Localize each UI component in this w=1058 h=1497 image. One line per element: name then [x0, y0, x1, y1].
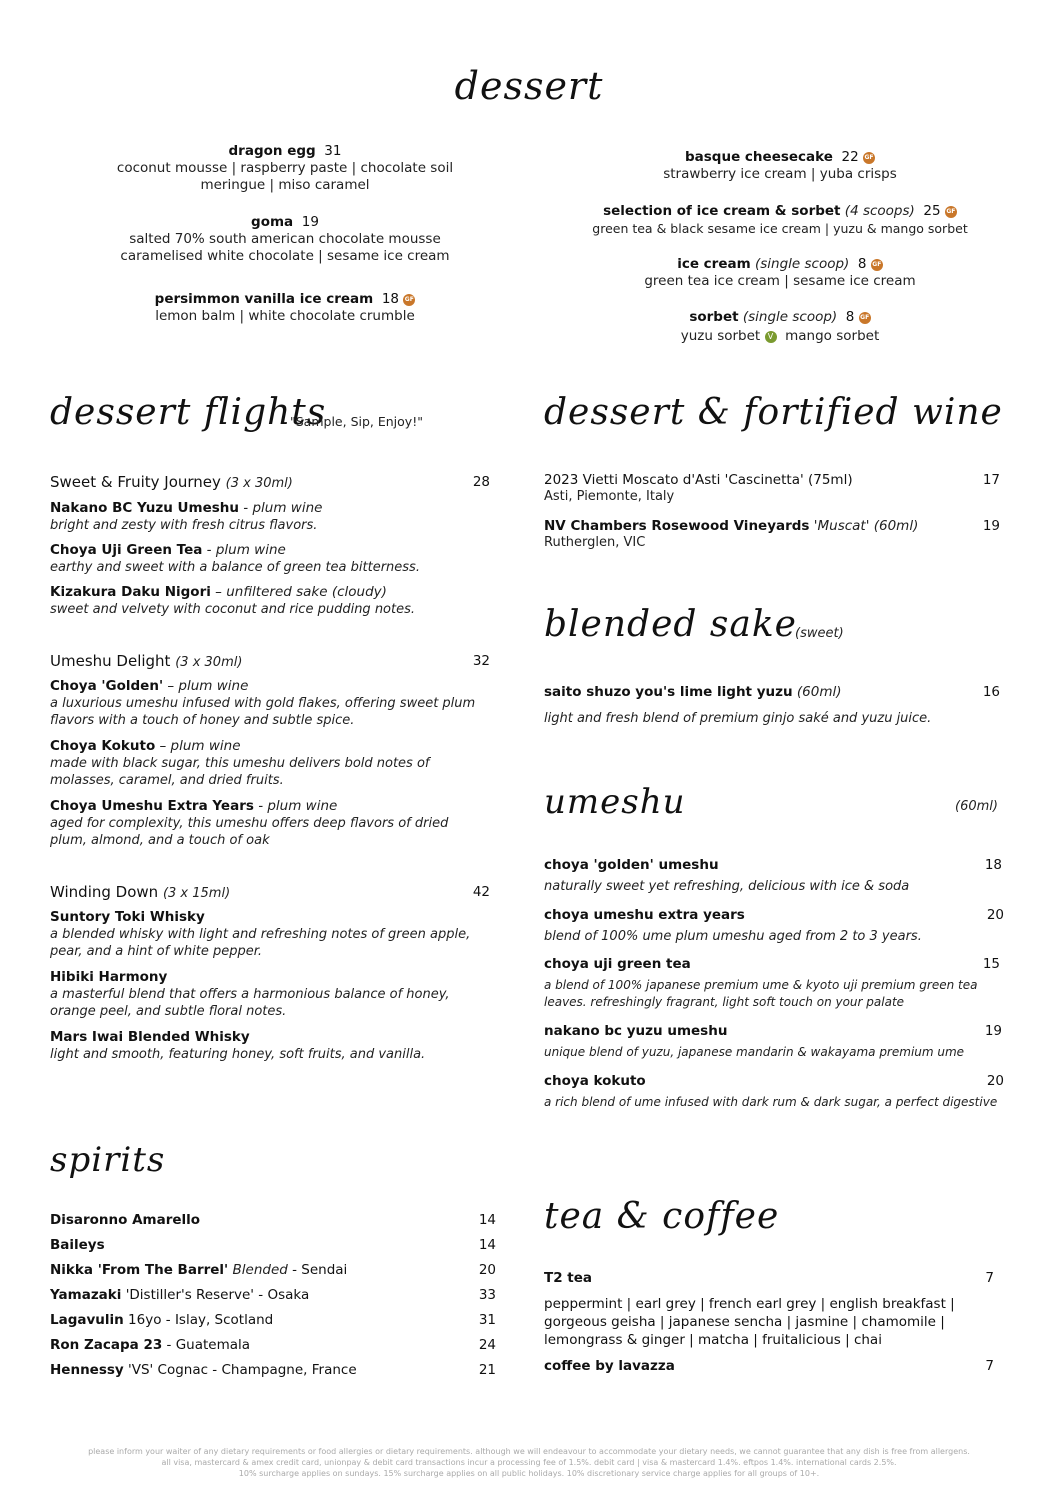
sake-note: (sweet) [795, 626, 844, 641]
dish-name: goma [251, 214, 294, 230]
footer-line: 10% surcharge applies on sundays. 15% surcharge applies on all public holidays. 10% discretionary service charge applies for all groups of 10+. [238, 1469, 820, 1478]
dish-desc: strawberry ice cream | yuba crisps [663, 166, 897, 182]
umeshu-name: choya umeshu extra years [544, 907, 745, 923]
item-type: - plum wine [243, 500, 323, 516]
spirit-price: 14 [478, 1237, 496, 1253]
coffee-item [544, 1358, 675, 1374]
flight-item [50, 584, 387, 600]
wine-region: Rutherglen, VIC [544, 535, 646, 550]
dish-name: persimmon vanilla ice cream [154, 291, 374, 307]
flight-item [50, 798, 337, 814]
dish-name: selection of ice cream & sorbet [603, 203, 841, 219]
dish-goma [90, 214, 480, 265]
spirit-name: Nikka 'From The Barrel' [50, 1262, 229, 1278]
flight-name: Sweet & Fruity Journey [50, 473, 221, 491]
wine-region: Asti, Piemonte, Italy [544, 489, 675, 504]
item-desc: aged for complexity, this umeshu offers deep flavors of dried [50, 816, 449, 831]
umeshu-desc: blend of 100% ume plum umeshu aged from 2 to 3 years. [544, 929, 922, 944]
dish-desc: salted 70% south american chocolate mousse [129, 231, 441, 247]
flight-size: (3 x 30ml) [175, 655, 243, 670]
dish-price: 31 [324, 143, 342, 159]
umeshu-item [544, 1073, 646, 1089]
umeshu-item [544, 956, 691, 972]
dish-price: 18 [381, 291, 400, 307]
spirit-price: 31 [478, 1312, 496, 1328]
dish-note: (single scoop) [742, 309, 838, 325]
umeshu-desc: leaves. refreshingly fragrant, light soft touch on your palate [544, 995, 905, 1009]
flight-size: (3 x 30ml) [225, 476, 293, 491]
umeshu-price: 15 [982, 956, 1000, 972]
umeshu-name: nakano bc yuzu umeshu [544, 1023, 728, 1039]
dish-price: 19 [301, 214, 319, 230]
wine-variety: 'Muscat' (60ml) [813, 518, 919, 534]
item-desc: made with black sugar, this umeshu delivers bold notes of [50, 756, 430, 771]
flights-title: dessert flights [50, 392, 327, 433]
item-type: – unfiltered sake (cloudy) [215, 584, 387, 600]
spirit-name: Baileys [50, 1237, 105, 1253]
dish-desc: coconut mousse | raspberry paste | chocolate soil [116, 160, 454, 176]
dish-name: ice cream [677, 256, 751, 272]
item-type: – plum wine [167, 678, 249, 694]
gluten-free-icon: GF [859, 312, 871, 324]
dish-price: 22 [841, 149, 859, 165]
flight-name: Umeshu Delight [50, 652, 171, 670]
flight-group-name [50, 473, 293, 491]
tea-list-line: gorgeous geisha | japanese sencha | jasmine | chamomile | [544, 1314, 945, 1330]
spirit-price: 33 [478, 1287, 496, 1303]
dish-dragon-egg [90, 143, 480, 194]
item-desc: orange peel, and subtle floral notes. [50, 1004, 287, 1019]
spirit-item [50, 1262, 347, 1278]
flight-item [50, 542, 286, 558]
spirit-name: Disaronno Amarello [50, 1212, 201, 1228]
item-desc: plum, almond, and a touch of oak [50, 833, 270, 848]
spirit-price: 24 [478, 1337, 496, 1353]
flight-group-name [50, 883, 230, 901]
spirit-name: Yamazaki [50, 1287, 122, 1303]
item-desc: a blended whisky with light and refreshing notes of green apple, [50, 927, 471, 942]
flight-item [50, 969, 167, 985]
spirit-price: 14 [478, 1212, 496, 1228]
spirit-item [50, 1212, 200, 1228]
gluten-free-icon: GF [945, 206, 957, 218]
sake-item [544, 684, 842, 700]
umeshu-price: 19 [984, 1023, 1002, 1039]
spirit-origin: 'Distiller's Reserve' - Osaka [121, 1287, 310, 1303]
flight-price: 42 [472, 884, 490, 900]
footer-notes [30, 1446, 1028, 1479]
umeshu-item [544, 1023, 727, 1039]
dish-desc: mango sorbet [785, 328, 880, 344]
spirit-origin: - Guatemala [162, 1337, 251, 1353]
dish-note: (single scoop) [754, 256, 850, 272]
spirit-name: Hennessy [50, 1362, 124, 1378]
flight-price: 32 [472, 653, 490, 669]
tea-list-line: peppermint | earl grey | french earl grey | english breakfast | [544, 1296, 955, 1312]
item-desc: flavors with a touch of honey and subtle spice. [50, 713, 355, 728]
item-name: Choya 'Golden' [50, 678, 164, 694]
flight-item [50, 909, 205, 925]
item-type: - plum wine [258, 798, 338, 814]
wine-item [544, 472, 853, 488]
umeshu-desc: unique blend of yuzu, japanese mandarin & wakayama premium ume [544, 1045, 965, 1059]
spirit-style: Blended [232, 1262, 288, 1278]
gluten-free-icon: GF [871, 259, 883, 271]
umeshu-item [544, 857, 719, 873]
dish-desc: yuzu sorbet [680, 328, 761, 344]
dish-basque-cheesecake [580, 149, 980, 183]
item-type: - plum wine [206, 542, 286, 558]
tea-item [544, 1270, 592, 1286]
tea-list [544, 1295, 955, 1349]
item-name: Choya Umeshu Extra Years [50, 798, 254, 814]
umeshu-desc: a blend of 100% japanese premium ume & kyoto uji premium green tea [544, 978, 978, 992]
item-name: Choya Uji Green Tea [50, 542, 203, 558]
umeshu-title: umeshu [544, 782, 686, 822]
footer-line: please inform your waiter of any dietary requirements or food allergies or dietary requirements. although we will endeavour to accommodate your dietary needs, we cannot guarantee that any dish is free from allergens. [88, 1447, 970, 1456]
wine-name: 2023 Vietti Moscato d'Asti 'Cascinetta' (75ml) [544, 472, 853, 488]
dish-desc: green tea ice cream | sesame ice cream [644, 273, 916, 289]
umeshu-size: (60ml) [955, 799, 998, 814]
wine-price: 19 [982, 518, 1000, 534]
spirit-origin: - Sendai [287, 1262, 348, 1278]
item-desc: earthy and sweet with a balance of green tea bitterness. [50, 560, 420, 575]
tea-name: T2 tea [544, 1270, 593, 1286]
item-desc: sweet and velvety with coconut and rice pudding notes. [50, 602, 416, 617]
sake-desc: light and fresh blend of premium ginjo saké and yuzu juice. [544, 711, 932, 726]
item-type: – plum wine [159, 738, 241, 754]
item-desc: light and smooth, featuring honey, soft fruits, and vanilla. [50, 1047, 426, 1062]
umeshu-price: 20 [986, 907, 1004, 923]
dish-desc: caramelised white chocolate | sesame ice cream [120, 248, 450, 264]
item-desc: bright and zesty with fresh citrus flavors. [50, 518, 318, 533]
sake-name: saito shuzo you's lime light yuzu [544, 684, 793, 700]
umeshu-price: 18 [984, 857, 1002, 873]
item-name: Hibiki Harmony [50, 969, 168, 985]
flight-item [50, 500, 322, 516]
footer-line: all visa, mastercard & amex credit card, unionpay & debit card transactions incur a processing fee of 1.5%. debit card | visa & mastercard 1.4%. eftpos 1.4%. international cards 2.5%. [161, 1458, 897, 1467]
dish-ice-cream-selection [580, 203, 980, 237]
item-name: Nakano BC Yuzu Umeshu [50, 500, 239, 516]
spirit-item [50, 1287, 309, 1303]
item-name: Mars Iwai Blended Whisky [50, 1029, 250, 1045]
spirit-origin: 'VS' Cognac - Champagne, France [123, 1362, 357, 1378]
dish-desc: lemon balm | white chocolate crumble [155, 308, 415, 324]
umeshu-item [544, 907, 745, 923]
flights-tagline: "Sample, Sip, Enjoy!" [290, 414, 423, 429]
coffee-name: coffee by lavazza [544, 1358, 675, 1374]
coffee-price: 7 [985, 1358, 994, 1374]
spirit-item [50, 1237, 105, 1253]
spirit-name: Ron Zacapa 23 [50, 1337, 163, 1353]
dish-name: basque cheesecake [684, 149, 833, 165]
flight-name: Winding Down [50, 883, 159, 901]
flight-item [50, 678, 248, 694]
umeshu-name: choya uji green tea [544, 956, 691, 972]
umeshu-desc: a rich blend of ume infused with dark rum & dark sugar, a perfect digestive [544, 1095, 998, 1109]
umeshu-name: choya kokuto [544, 1073, 646, 1089]
dish-persimmon [90, 291, 480, 325]
wine-name: NV Chambers Rosewood Vineyards [544, 518, 810, 534]
item-desc: a luxurious umeshu infused with gold flakes, offering sweet plum [50, 696, 476, 711]
umeshu-desc: naturally sweet yet refreshing, delicious with ice & soda [544, 879, 910, 894]
item-desc: pear, and a hint of white pepper. [50, 944, 263, 959]
item-desc: a masterful blend that offers a harmonious balance of honey, [50, 987, 450, 1002]
wine-price: 17 [982, 472, 1000, 488]
spirit-origin: 16yo - Islay, Scotland [123, 1312, 274, 1328]
fortified-title: dessert & fortified wine [544, 392, 1003, 433]
dish-price: 8 [845, 309, 855, 325]
flight-size: (3 x 15ml) [162, 886, 231, 901]
tea-price: 7 [985, 1270, 994, 1286]
spirit-item [50, 1337, 250, 1353]
vegan-icon: V [765, 331, 777, 343]
dish-desc: green tea & black sesame ice cream | yuzu & mango sorbet [592, 221, 968, 236]
sake-price: 16 [982, 684, 1000, 700]
flight-group-name [50, 652, 242, 670]
spirit-item [50, 1362, 357, 1378]
gluten-free-icon: GF [863, 152, 875, 164]
umeshu-price: 20 [986, 1073, 1004, 1089]
tea-list-line: lemongrass & ginger | matcha | fruitalicious | chai [544, 1332, 882, 1348]
dish-price: 25 [923, 203, 941, 219]
spirit-item [50, 1312, 273, 1328]
gluten-free-icon: GF [403, 294, 415, 306]
flight-item [50, 1029, 250, 1045]
item-name: Kizakura Daku Nigori [50, 584, 211, 600]
item-desc: molasses, caramel, and dried fruits. [50, 773, 284, 788]
spirits-title: spirits [50, 1140, 166, 1180]
umeshu-name: choya 'golden' umeshu [544, 857, 719, 873]
dish-desc: meringue | miso caramel [200, 177, 370, 193]
spirit-price: 21 [478, 1362, 496, 1378]
tea-title: tea & coffee [544, 1196, 780, 1237]
dessert-title: dessert [454, 64, 604, 108]
wine-item [544, 518, 918, 534]
dish-ice-cream [580, 256, 980, 290]
dish-name: dragon egg [228, 143, 316, 159]
flight-item [50, 738, 241, 754]
dish-sorbet [580, 309, 980, 345]
dish-name: sorbet [689, 309, 739, 325]
sake-title: blended sake [544, 604, 797, 645]
flight-price: 28 [472, 474, 490, 490]
dish-note: (4 scoops) [844, 203, 915, 219]
dish-price: 8 [857, 256, 867, 272]
item-name: Suntory Toki Whisky [50, 909, 205, 925]
spirit-name: Lagavulin [50, 1312, 124, 1328]
spirit-price: 20 [478, 1262, 496, 1278]
item-name: Choya Kokuto [50, 738, 156, 754]
sake-size: (60ml) [796, 684, 842, 700]
